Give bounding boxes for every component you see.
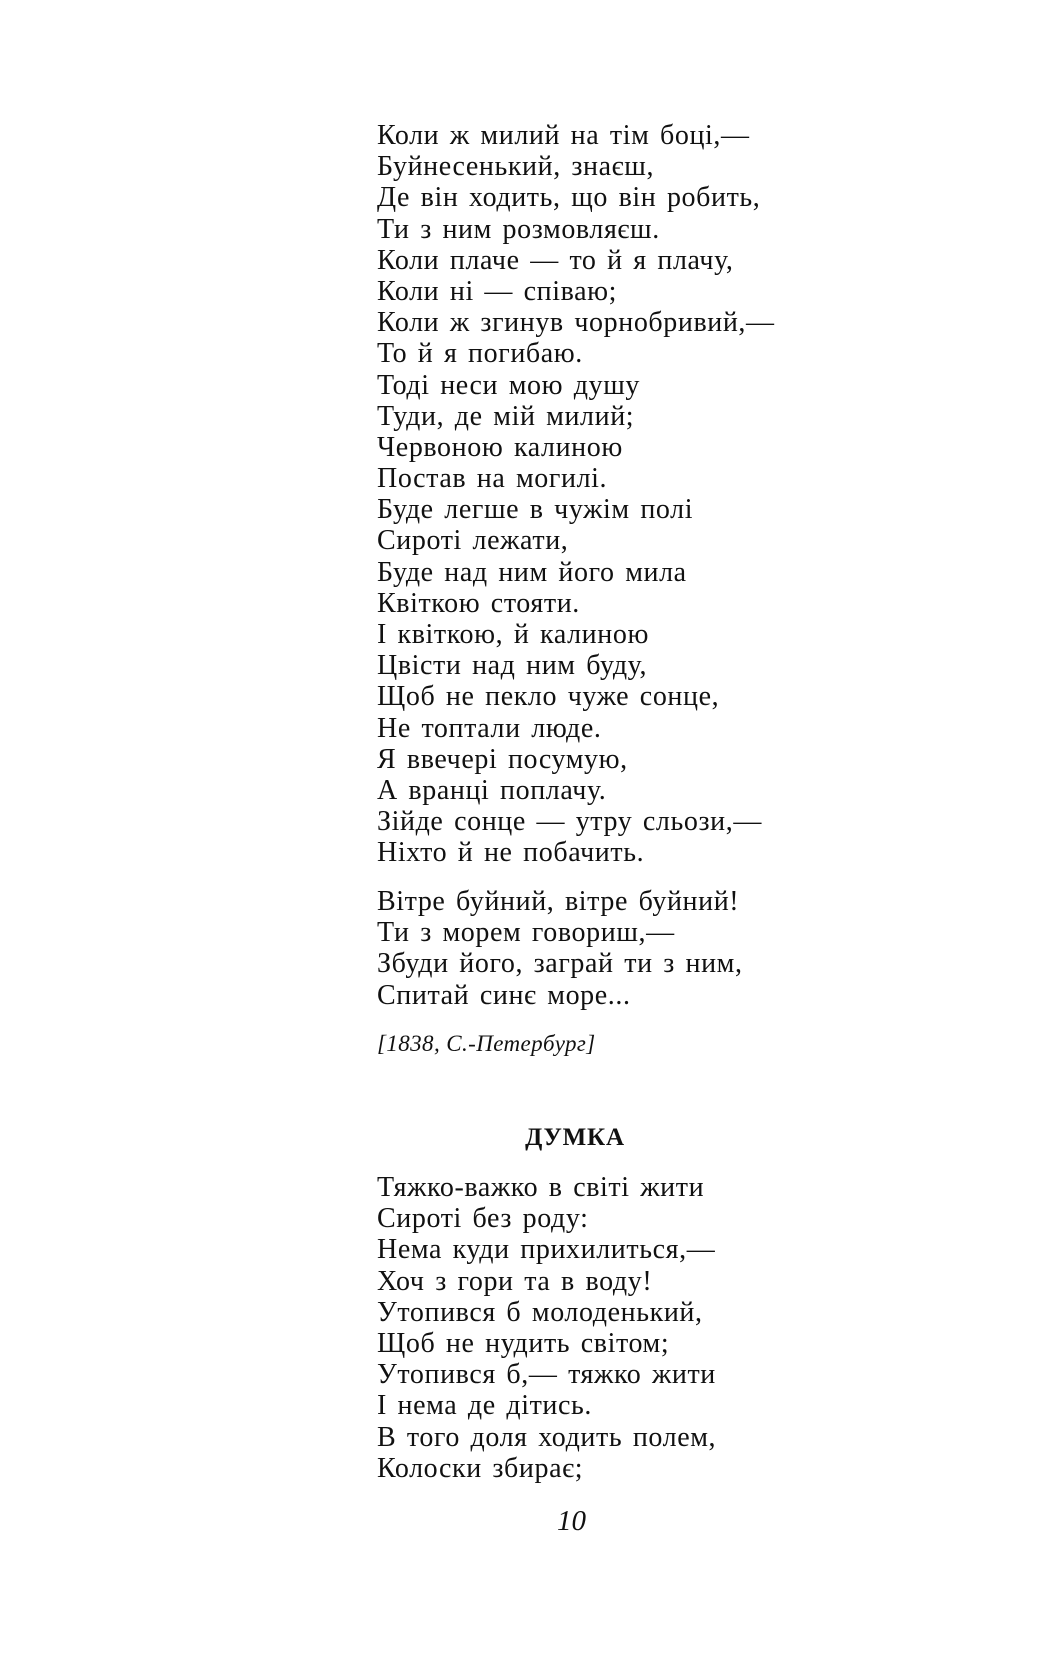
verse-line: Щоб не нудить світом;: [377, 1327, 670, 1359]
verse-line: Червоною калиною: [377, 431, 623, 463]
verse-line: Хоч з гори та в воду!: [377, 1265, 653, 1297]
verse-line: Не топтали люде.: [377, 712, 602, 744]
verse-line: Туди, де мій милий;: [377, 400, 635, 432]
verse-line: Буде над ним його мила: [377, 556, 687, 588]
verse-line: Коли плаче — то й я плачу,: [377, 244, 734, 276]
verse-line: Утопився б,— тяжко жити: [377, 1359, 716, 1391]
poem-title: ДУМКА: [525, 1124, 625, 1151]
verse-line: Зійде сонце — утру сльози,—: [377, 806, 762, 838]
verse-line: Буйнесенький, знаєш,: [377, 151, 655, 183]
verse-line: І квіткою, й калиною: [377, 619, 649, 650]
poem-date-place: [1838, С.-Петербург]: [377, 1031, 596, 1056]
verse-line: Ти з ним розмовляєш.: [377, 213, 660, 245]
verse-line: А вранці поплачу.: [377, 774, 607, 806]
poem-2-stanza-1: [377, 1172, 716, 1484]
verse-line: Я ввечері посумую,: [377, 743, 628, 775]
verse-line: То й я погибаю.: [377, 338, 583, 370]
verse-line: Ніхто й не побачить.: [377, 837, 645, 869]
verse-line: Коли ні — співаю;: [377, 275, 618, 307]
poem-1-stanza-2: [377, 886, 743, 1011]
poem-1-stanza-1: [377, 120, 775, 869]
verse-line: Утопився б молоденький,: [377, 1296, 703, 1328]
verse-line: Нема куди прихилиться,—: [377, 1234, 716, 1266]
verse-line: Коли ж милий на тім боці,—: [377, 120, 750, 151]
page-number: 10: [557, 1505, 586, 1537]
verse-line: Сироті лежати,: [377, 525, 569, 557]
verse-line: Буде легше в чужім полі: [377, 494, 694, 526]
verse-line: Де він ходить, що він робить,: [377, 182, 761, 214]
verse-line: Тоді неси мою душу: [377, 369, 640, 401]
verse-line: Постав на могилі.: [377, 463, 608, 495]
verse-line: Ти з морем говориш,—: [377, 917, 675, 949]
verse-line: Колоски збирає;: [377, 1452, 584, 1484]
verse-line: В того доля ходить полем,: [377, 1421, 717, 1453]
verse-line: Коли ж згинув чорнобривий,—: [377, 307, 775, 339]
verse-line: Тяжко-важко в світі жити: [377, 1172, 705, 1203]
verse-line: Збуди його, заграй ти з ним,: [377, 948, 743, 980]
verse-line: Вітре буйний, вітре буйний!: [377, 886, 740, 917]
verse-line: Спитай синє море...: [377, 979, 631, 1011]
verse-line: Квіткою стояти.: [377, 587, 580, 619]
verse-line: Цвісти над ним буду,: [377, 650, 648, 682]
verse-line: Щоб не пекло чуже сонце,: [377, 681, 720, 713]
verse-line: Сироті без роду:: [377, 1203, 589, 1235]
verse-line: І нема де дітись.: [377, 1390, 593, 1422]
